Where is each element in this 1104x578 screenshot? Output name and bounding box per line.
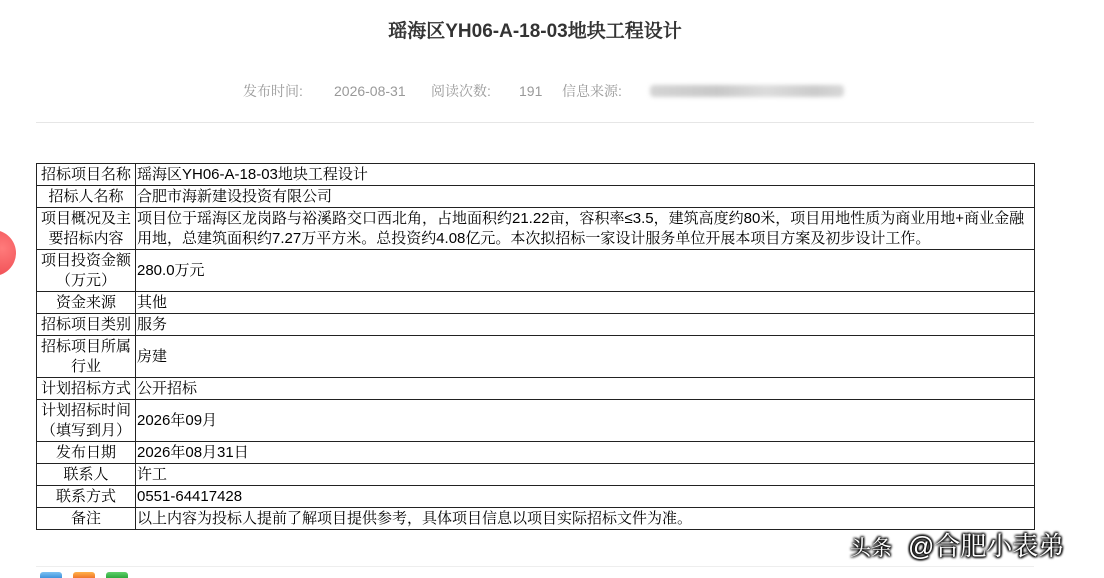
contact-person-value: 许工 [136, 464, 1035, 486]
contact-phone-value: 0551-64417428 [136, 486, 1035, 508]
table-row [37, 186, 1035, 208]
table-row [37, 508, 1035, 530]
watermark-handle: @合肥小表弟 [908, 531, 1065, 561]
table-row [37, 292, 1035, 314]
weibo-share-icon[interactable] [73, 572, 95, 578]
tenderer-name-label: 招标人名称 [37, 186, 136, 208]
qzone-share-icon[interactable] [40, 572, 62, 578]
table-row [37, 400, 1035, 442]
publish-date-label: 发布日期 [37, 442, 136, 464]
publish-time-value: 2026-08-31 [334, 83, 406, 99]
remarks-value: 以上内容为投标人提前了解项目提供参考，具体项目信息以项目实际招标文件为准。 [136, 508, 1035, 530]
table-row [37, 442, 1035, 464]
floating-circle-icon[interactable] [0, 230, 16, 276]
project-industry-value: 房建 [136, 336, 1035, 378]
page-title: 瑶海区YH06-A-18-03地块工程设计 [388, 21, 682, 42]
remarks-label: 备注 [37, 508, 136, 530]
wechat-share-icon[interactable] [106, 572, 128, 578]
tender-method-label: 计划招标方式 [37, 378, 136, 400]
investment-amount-value: 280.0万元 [136, 250, 1035, 292]
header-divider [36, 122, 1034, 123]
planned-tender-time-label: 计划招标时间（填写到月） [37, 400, 136, 442]
fund-source-label: 资金来源 [37, 292, 136, 314]
table-row [37, 336, 1035, 378]
project-name-value: 瑶海区YH06-A-18-03地块工程设计 [136, 164, 1035, 186]
project-overview-value: 项目位于瑶海区龙岗路与裕溪路交口西北角，占地面积约21.22亩，容积率≤3.5，建筑高度约80米，项目用地性质为商业用地+商业金融用地，总建筑面积约7.27万平方米。总投资约4.08亿元。本次拟招标一家设计服务单位开展本项目方案及初步设计工作。 [136, 208, 1035, 250]
tender-method-value: 公开招标 [136, 378, 1035, 400]
contact-phone-label: 联系方式 [37, 486, 136, 508]
project-overview-label: 项目概况及主要招标内容 [37, 208, 136, 250]
table-row [37, 486, 1035, 508]
tenderer-name-value: 合肥市海新建设投资有限公司 [136, 186, 1035, 208]
fund-source-value: 其他 [136, 292, 1035, 314]
project-category-label: 招标项目类别 [37, 314, 136, 336]
tender-info-table [36, 163, 1035, 530]
table-row [37, 378, 1035, 400]
table-row [37, 250, 1035, 292]
publish-time-label: 发布时间: [243, 83, 303, 99]
table-row [37, 464, 1035, 486]
footer-divider [36, 566, 1034, 567]
table-row [37, 164, 1035, 186]
project-category-value: 服务 [136, 314, 1035, 336]
floating-button[interactable] [0, 230, 16, 276]
project-industry-label: 招标项目所属行业 [37, 336, 136, 378]
table-row [37, 314, 1035, 336]
table-row [37, 208, 1035, 250]
source-value-blurred [650, 85, 844, 97]
publish-date-value: 2026年08月31日 [136, 442, 1035, 464]
watermark [850, 530, 1064, 562]
source-label: 信息来源: [562, 83, 622, 99]
read-count-value: 191 [519, 83, 543, 99]
project-name-label: 招标项目名称 [37, 164, 136, 186]
investment-amount-label: 项目投资金额（万元） [37, 250, 136, 292]
contact-person-label: 联系人 [37, 464, 136, 486]
planned-tender-time-value: 2026年09月 [136, 400, 1035, 442]
read-count-label: 阅读次数: [431, 83, 491, 99]
watermark-brand: 头条 [850, 537, 892, 560]
